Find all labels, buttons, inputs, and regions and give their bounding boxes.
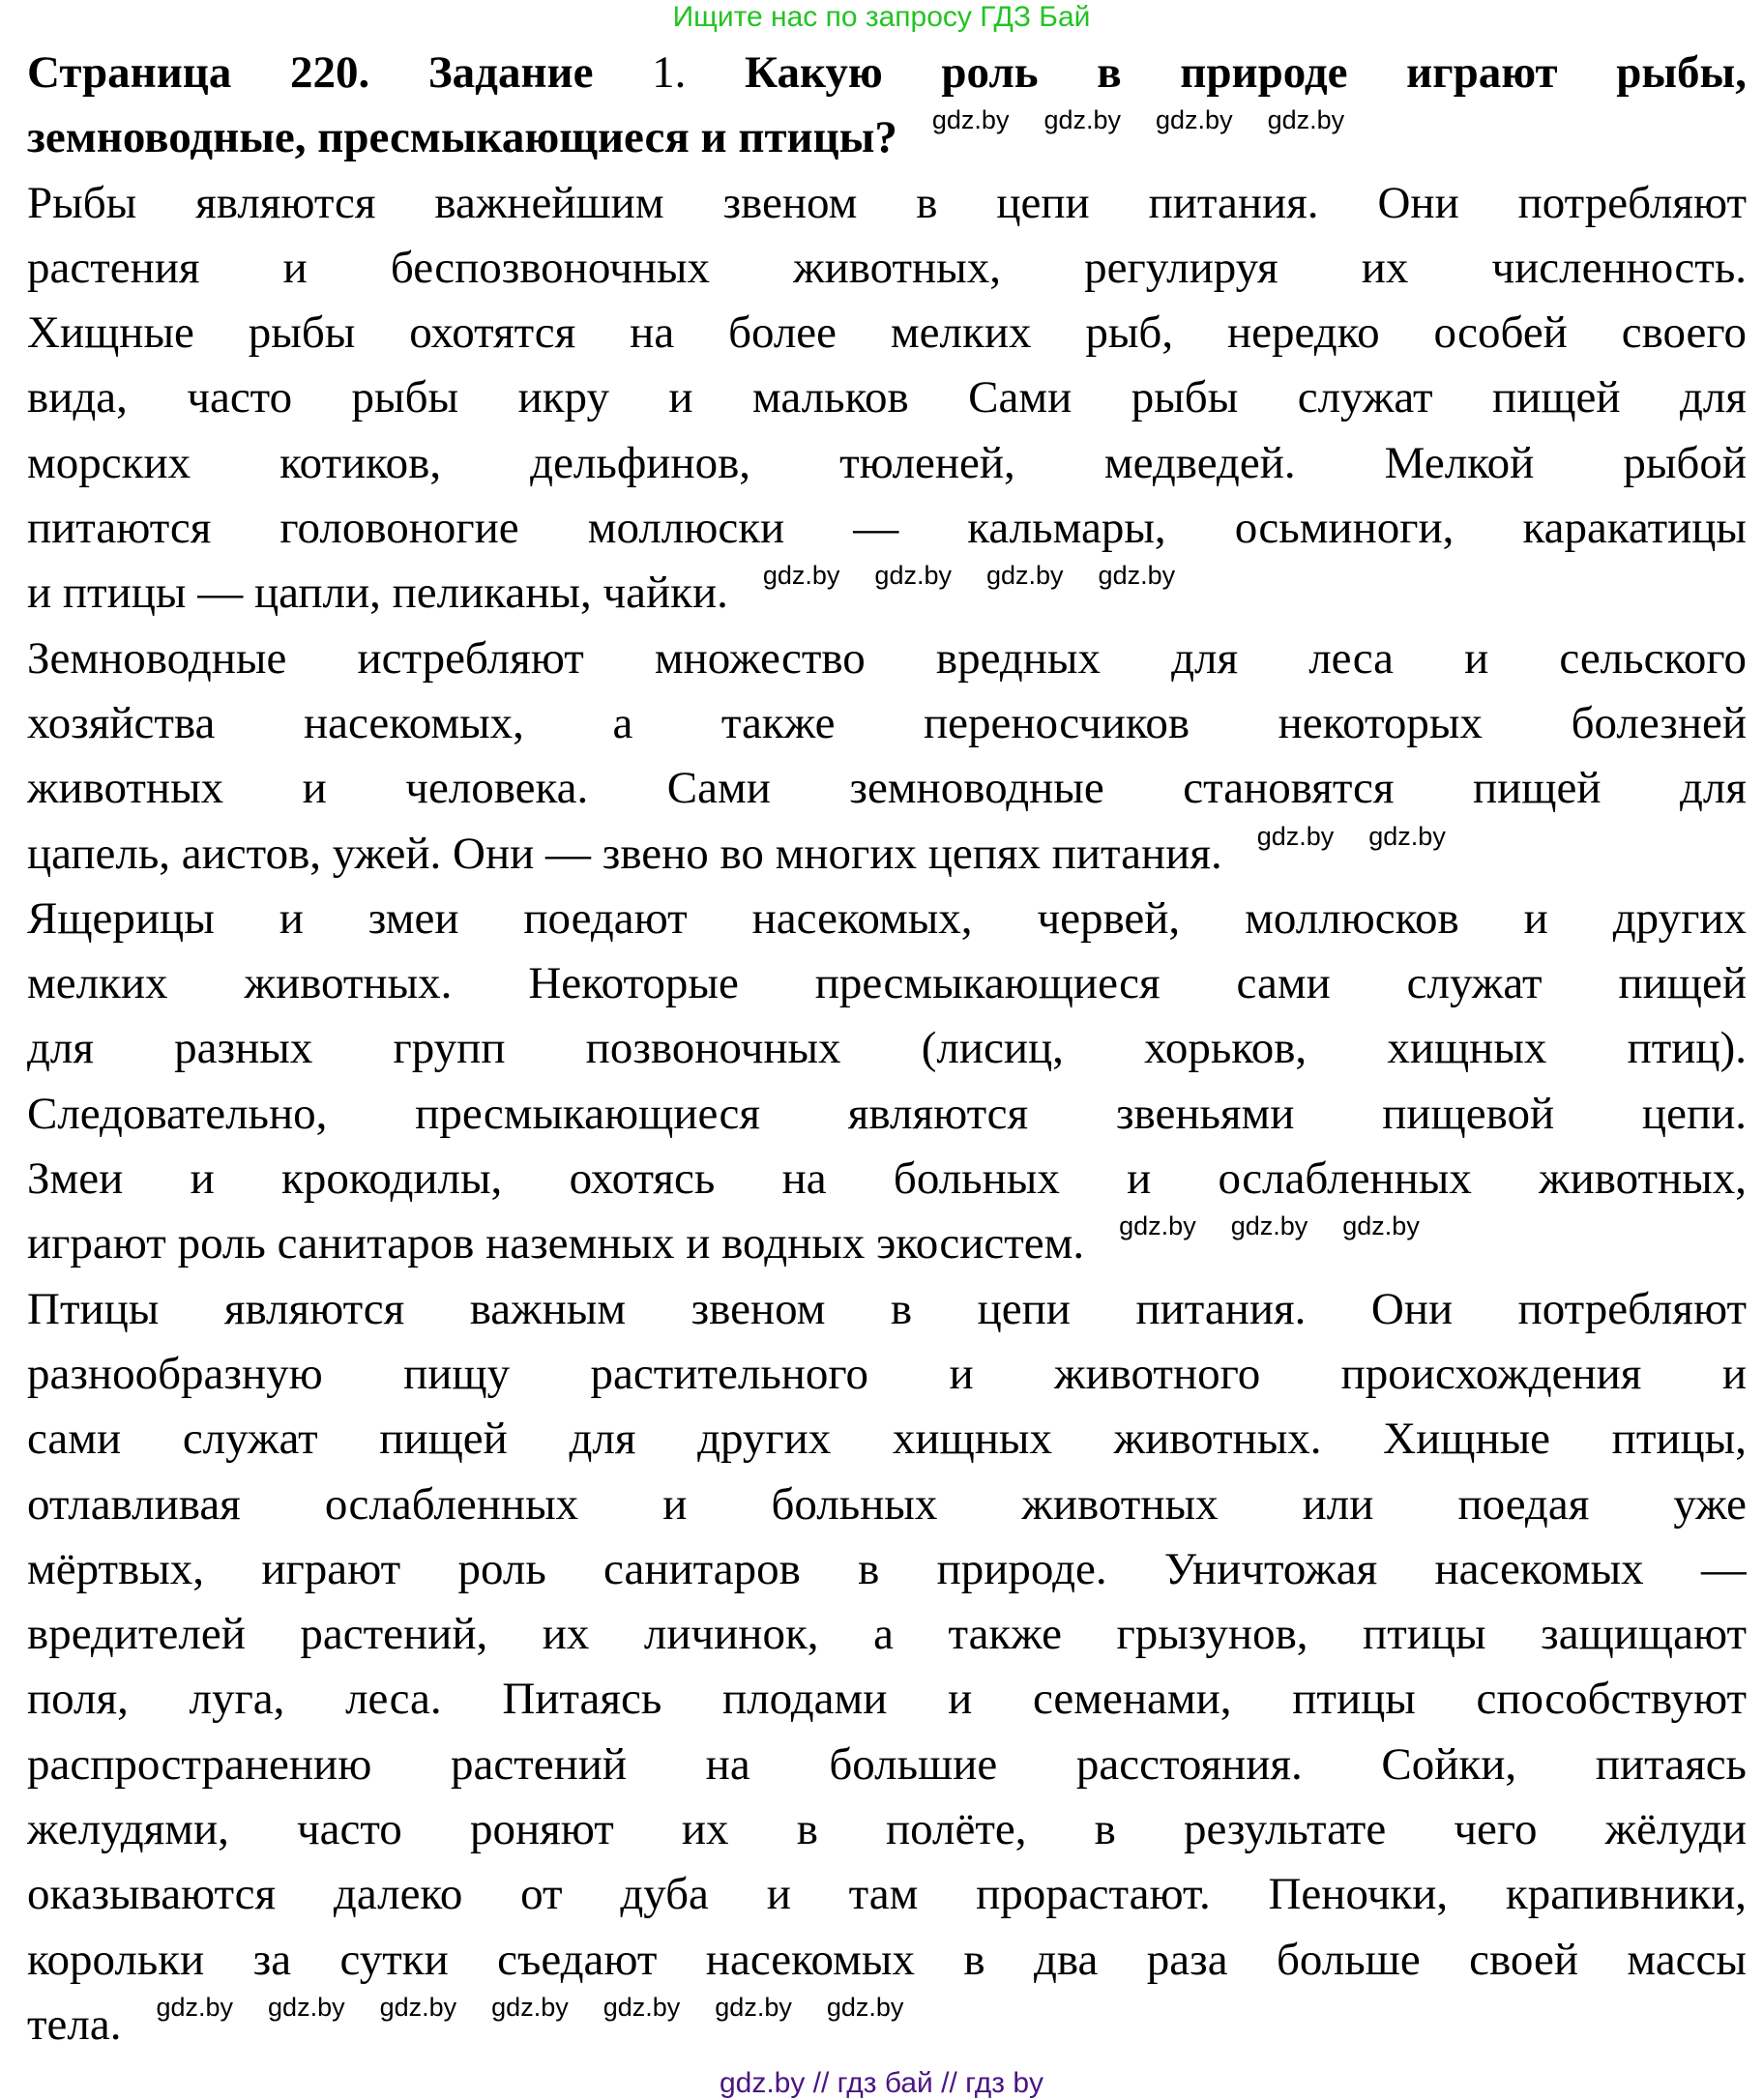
text-line-content: желудями, часто роняют их в полёте, в результате чего жёлуди — [27, 1804, 1747, 1855]
search-banner[interactable]: Ищите нас по запросу ГДЗ Бай — [672, 1, 1091, 33]
text-line — [27, 951, 1747, 1016]
watermark: gdz.by — [1256, 821, 1335, 851]
text-line-content: Земноводные истребляют множество вредных для леса и сельского — [27, 632, 1747, 684]
text-line-content: Рыбы являются важнейшим звеном в цепи питания. Они потребляют — [27, 177, 1747, 228]
text-line-content: морских котиков, дельфинов, тюленей, медведей. Мелкой рыбой — [27, 437, 1747, 488]
text-line-content: вида, часто рыбы икру и мальков Сами рыбы служат пищей для — [27, 372, 1747, 423]
text-line — [27, 1537, 1747, 1602]
text-line — [27, 1342, 1747, 1407]
watermark: gdz.by — [1230, 1211, 1308, 1241]
text-line — [27, 1082, 1747, 1147]
text-line-content: поля, луга, леса. Питаясь плодами и семенами, птицы способствуют — [27, 1674, 1747, 1725]
text-line — [27, 1211, 1747, 1276]
watermark: gdz.by — [1267, 105, 1345, 135]
title-line-2 — [27, 105, 1747, 170]
watermark: gdz.by — [1043, 105, 1122, 135]
text-line — [27, 1667, 1747, 1732]
watermark: gdz.by — [931, 105, 1010, 135]
text-line-content: играют роль санитаров наземных и водных экосистем. — [27, 1218, 1085, 1269]
text-line — [27, 431, 1747, 496]
text-line-content: тела. — [27, 1998, 122, 2050]
title-task-number: 1. — [593, 47, 745, 98]
text-line — [27, 1473, 1747, 1537]
watermark: gdz.by — [1368, 821, 1446, 851]
text-line-content: Ящерицы и змеи поедают насекомых, червей, моллюсков и других — [27, 892, 1747, 944]
text-line — [27, 496, 1747, 561]
text-line-content: сами служат пищей для других хищных животных. Хищные птицы, — [27, 1414, 1747, 1465]
watermark: gdz.by — [268, 1992, 345, 2022]
text-line — [27, 1862, 1747, 1927]
text-line-content: цапель, аистов, ужей. Они — звено во многих цепях питания. — [27, 828, 1222, 879]
watermark: gdz.by — [1342, 1211, 1420, 1241]
watermark: gdz.by — [156, 1992, 234, 2022]
text-line-content: корольки за сутки съедают насекомых в два раза больше своей массы — [27, 1934, 1747, 1985]
text-line — [27, 1993, 1747, 2057]
text-line — [27, 756, 1747, 821]
text-line-content: разнообразную пищу растительного и животного происхождения и — [27, 1348, 1747, 1399]
text-line-content: хозяйства насекомых, а также переносчиков некоторых болезней — [27, 697, 1747, 748]
text-line — [27, 1277, 1747, 1342]
text-line-content: Птицы являются важным звеном в цепи питания. Они потребляют — [27, 1283, 1747, 1334]
watermark: gdz.by — [1119, 1211, 1196, 1241]
watermark: gdz.by — [1156, 105, 1233, 135]
text-line-content: вредителей растений, их личинок, а также грызунов, птицы защищают — [27, 1609, 1747, 1660]
text-line — [27, 561, 1747, 626]
footer-links[interactable]: gdz.by // гдз бай // гдз by — [719, 2067, 1044, 2099]
text-line-content: оказываются далеко от дуба и там прорастают. Пеночки, крапивники, — [27, 1869, 1747, 1920]
watermark: gdz.by — [715, 1992, 792, 2022]
text-line — [27, 236, 1747, 301]
watermark: gdz.by — [762, 561, 840, 591]
text-line — [27, 1407, 1747, 1472]
text-line-content: Змеи и крокодилы, охотясь на больных и ослабленных животных, — [27, 1153, 1747, 1205]
title-line-2-text: земноводные, пресмыкающиеся и птицы? — [27, 112, 897, 163]
text-line — [27, 1733, 1747, 1797]
text-line-content: Следовательно, пресмыкающиеся являются звеньями пищевой цепи. — [27, 1088, 1747, 1139]
watermark: gdz.by — [826, 1992, 904, 2022]
title-question: Какую роль в природе играют рыбы, — [745, 47, 1747, 98]
text-line-content: мелких животных. Некоторые пресмыкающиеся сами служат пищей — [27, 958, 1747, 1009]
title-page-task: Страница 220. Задание — [27, 47, 594, 98]
answer-text — [27, 41, 1747, 2057]
text-line-content: мёртвых, играют роль санитаров в природе. Уничтожая насекомых — — [27, 1543, 1747, 1594]
text-line-content: Хищные рыбы охотятся на более мелких рыб, нередко особей своего — [27, 307, 1747, 359]
watermark: gdz.by — [602, 1992, 681, 2022]
watermark: gdz.by — [874, 561, 952, 591]
text-line — [27, 887, 1747, 951]
text-line-content: растения и беспозвоночных животных, регулируя их численность. — [27, 242, 1747, 293]
text-line — [27, 691, 1747, 756]
text-line — [27, 171, 1747, 236]
text-line — [27, 1147, 1747, 1211]
watermark: gdz.by — [379, 1992, 457, 2022]
watermark: gdz.by — [1098, 561, 1176, 591]
text-line-content: питаются головоногие моллюски — кальмары, осьминоги, каракатицы — [27, 503, 1747, 554]
watermark: gdz.by — [491, 1992, 569, 2022]
text-line — [27, 365, 1747, 430]
text-line-content: животных и человека. Сами земноводные становятся пищей для — [27, 763, 1747, 814]
text-line — [27, 1016, 1747, 1081]
text-line — [27, 627, 1747, 691]
text-line — [27, 1797, 1747, 1862]
text-line-content: отлавливая ослабленных и больных животных или поедая уже — [27, 1478, 1747, 1530]
title-line-1 — [27, 41, 1747, 105]
text-line — [27, 301, 1747, 365]
text-line — [27, 1602, 1747, 1667]
text-line-content: и птицы — цапли, пеликаны, чайки. — [27, 568, 728, 619]
text-line-content: для разных групп позвоночных (лисиц, хорьков, хищных птиц). — [27, 1023, 1747, 1074]
watermark: gdz.by — [985, 561, 1064, 591]
text-line — [27, 822, 1747, 887]
text-line-content: распространению растений на большие расстояния. Сойки, питаясь — [27, 1738, 1747, 1790]
text-line — [27, 1928, 1747, 1993]
